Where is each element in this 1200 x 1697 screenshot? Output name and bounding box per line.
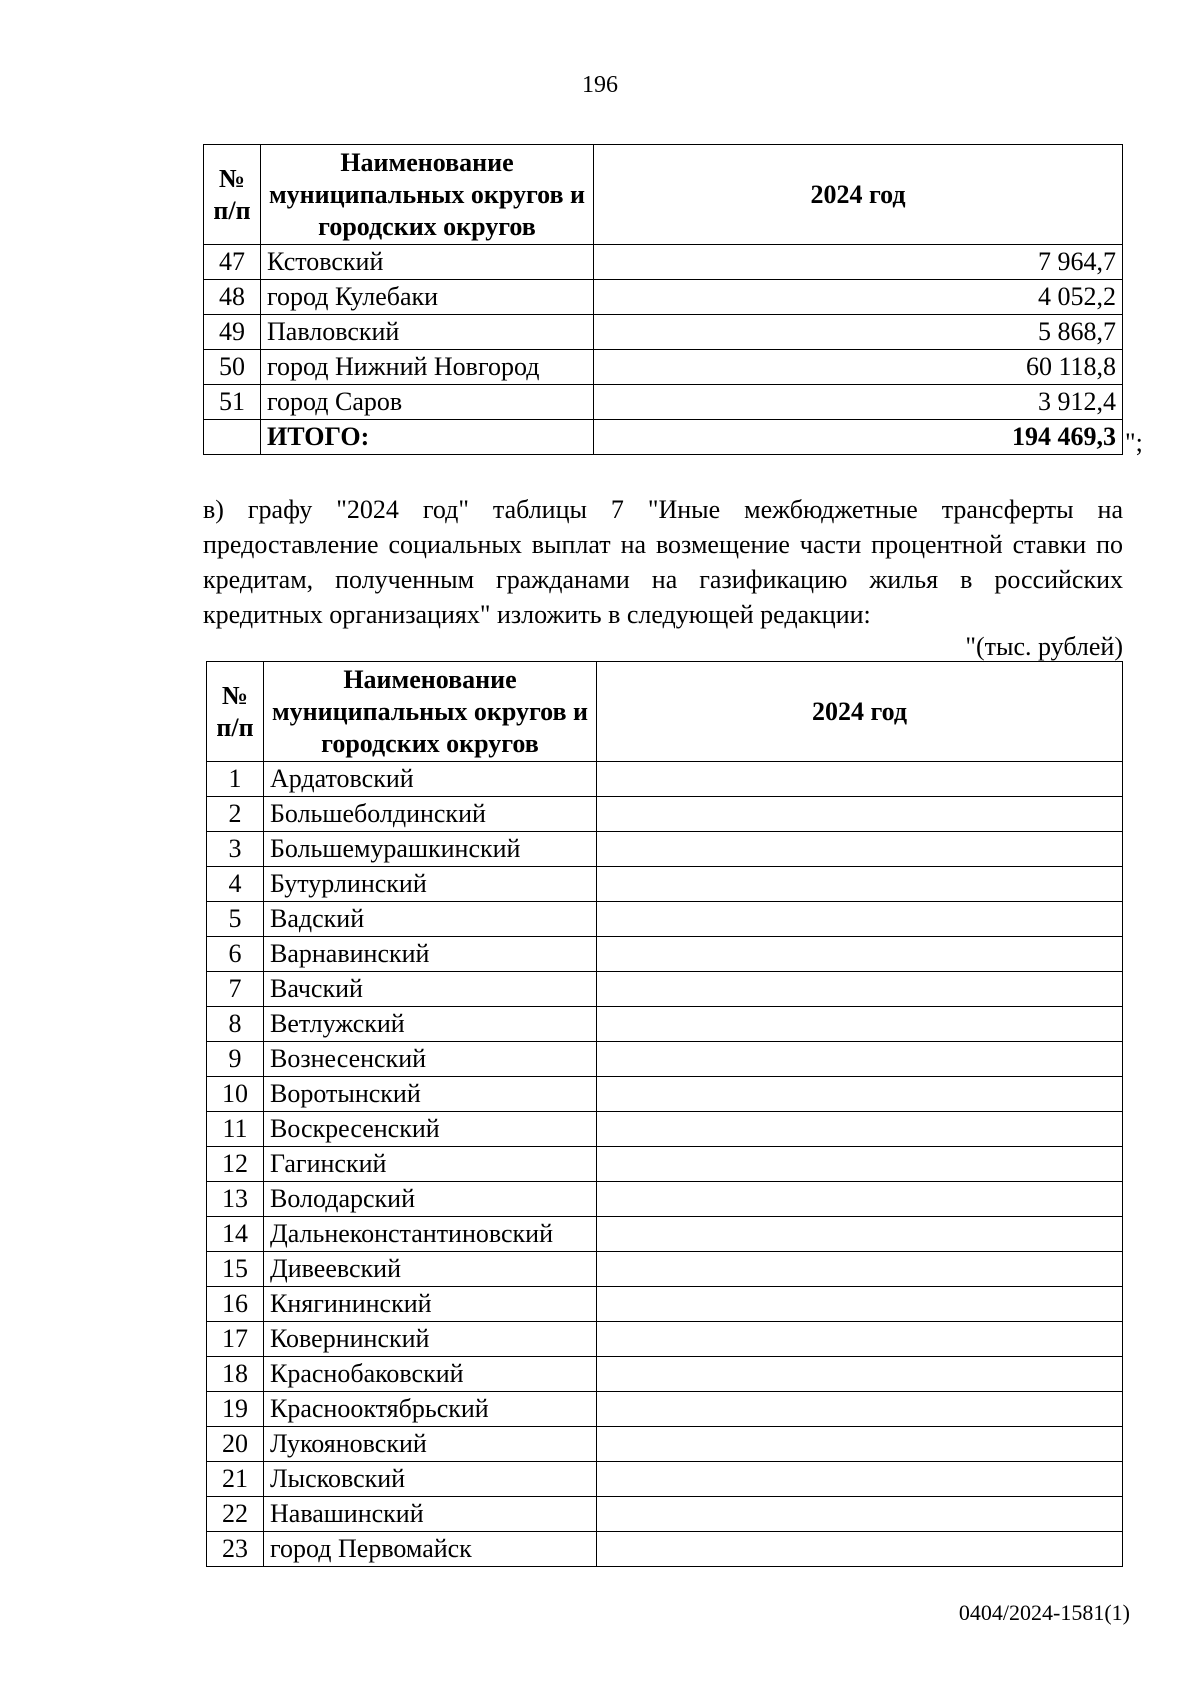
row-number: 49 [204, 315, 261, 350]
row-number: 20 [207, 1427, 264, 1462]
row-number: 19 [207, 1392, 264, 1427]
table-row [207, 1357, 1123, 1392]
row-name: Павловский [261, 315, 594, 350]
row-name: Варнавинский [264, 937, 597, 972]
header-num: № п/п [207, 662, 264, 762]
row-value [597, 1042, 1123, 1077]
row-value [597, 1357, 1123, 1392]
row-value [597, 1112, 1123, 1147]
row-value [597, 1217, 1123, 1252]
row-name: Княгининский [264, 1287, 597, 1322]
row-value: 4 052,2 [594, 280, 1123, 315]
closing-quote: "; [1125, 428, 1143, 457]
row-name: город Кулебаки [261, 280, 594, 315]
row-value [597, 867, 1123, 902]
row-value [597, 1007, 1123, 1042]
table-row [204, 350, 1123, 385]
row-value [597, 1322, 1123, 1357]
row-number: 12 [207, 1147, 264, 1182]
row-name: город Саров [261, 385, 594, 420]
row-number: 22 [207, 1497, 264, 1532]
row-name: Володарский [264, 1182, 597, 1217]
row-name: Дивеевский [264, 1252, 597, 1287]
row-value [597, 1077, 1123, 1112]
table-row [204, 280, 1123, 315]
row-number: 6 [207, 937, 264, 972]
row-number: 3 [207, 832, 264, 867]
document-code: 0404/2024-1581(1) [958, 1600, 1130, 1625]
table-row [207, 1252, 1123, 1287]
row-number: 10 [207, 1077, 264, 1112]
units-label: "(тыс. рублей) [965, 632, 1123, 661]
table-row [207, 1462, 1123, 1497]
row-number: 16 [207, 1287, 264, 1322]
row-value [597, 797, 1123, 832]
table-row [207, 867, 1123, 902]
row-number: 1 [207, 762, 264, 797]
row-number: 18 [207, 1357, 264, 1392]
row-name: Лукояновский [264, 1427, 597, 1462]
table-row [207, 937, 1123, 972]
row-number: 47 [204, 245, 261, 280]
header-name: Наименование муниципальных округов и городских округов [264, 662, 597, 762]
table-row [207, 1042, 1123, 1077]
row-name: Ветлужский [264, 1007, 597, 1042]
table-row [207, 1427, 1123, 1462]
row-name: Кстовский [261, 245, 594, 280]
total-row [204, 420, 1123, 455]
table-row [207, 1217, 1123, 1252]
total-label: ИТОГО: [261, 420, 594, 455]
table-row [207, 1147, 1123, 1182]
row-value [597, 832, 1123, 867]
total-empty-cell [204, 420, 261, 455]
row-number: 14 [207, 1217, 264, 1252]
row-value [597, 972, 1123, 1007]
row-name: город Первомайск [264, 1532, 597, 1567]
table-row [207, 1077, 1123, 1112]
row-number: 9 [207, 1042, 264, 1077]
row-value [597, 1497, 1123, 1532]
row-number: 50 [204, 350, 261, 385]
table-row [207, 1497, 1123, 1532]
row-value: 3 912,4 [594, 385, 1123, 420]
table-row [207, 1392, 1123, 1427]
row-name: город Нижний Новгород [261, 350, 594, 385]
table-row [204, 245, 1123, 280]
table-row [207, 762, 1123, 797]
row-name: Краснооктябрьский [264, 1392, 597, 1427]
row-name: Воротынский [264, 1077, 597, 1112]
row-name: Гагинский [264, 1147, 597, 1182]
row-name: Вознесенский [264, 1042, 597, 1077]
row-number: 23 [207, 1532, 264, 1567]
table-row [207, 1007, 1123, 1042]
table-row [207, 972, 1123, 1007]
row-name: Ардатовский [264, 762, 597, 797]
row-number: 2 [207, 797, 264, 832]
row-name: Навашинский [264, 1497, 597, 1532]
row-number: 13 [207, 1182, 264, 1217]
table-2 [206, 661, 1123, 1567]
row-value [597, 902, 1123, 937]
row-name: Воскресенский [264, 1112, 597, 1147]
header-year: 2024 год [597, 662, 1123, 762]
row-number: 48 [204, 280, 261, 315]
row-value [597, 1532, 1123, 1567]
table-row [207, 1112, 1123, 1147]
header-year: 2024 год [594, 145, 1123, 245]
body-paragraph: в) графу "2024 год" таблицы 7 "Иные межбюджетные трансферты на предоставление социальных выплат на возмещение части процентной ставки по кредитам, полученным гражданами на газификацию жилья в российских кредитных организациях" изложить в следующей редакции: [203, 495, 1123, 629]
row-value [597, 1287, 1123, 1322]
table-row [207, 1287, 1123, 1322]
row-value [597, 1147, 1123, 1182]
row-value: 5 868,7 [594, 315, 1123, 350]
row-name: Вадский [264, 902, 597, 937]
row-number: 17 [207, 1322, 264, 1357]
row-name: Большемурашкинский [264, 832, 597, 867]
table-row [204, 315, 1123, 350]
row-number: 11 [207, 1112, 264, 1147]
row-value: 60 118,8 [594, 350, 1123, 385]
row-number: 4 [207, 867, 264, 902]
row-value [597, 1462, 1123, 1497]
table-row [207, 797, 1123, 832]
row-name: Вачский [264, 972, 597, 1007]
row-number: 7 [207, 972, 264, 1007]
table-row [207, 902, 1123, 937]
row-number: 15 [207, 1252, 264, 1287]
row-number: 21 [207, 1462, 264, 1497]
row-name: Ковернинский [264, 1322, 597, 1357]
row-value [597, 1182, 1123, 1217]
table-row [207, 1182, 1123, 1217]
row-number: 5 [207, 902, 264, 937]
row-value [597, 1427, 1123, 1462]
header-num: № п/п [204, 145, 261, 245]
row-name: Лысковский [264, 1462, 597, 1497]
row-value [597, 1252, 1123, 1287]
row-value: 7 964,7 [594, 245, 1123, 280]
table-row [207, 832, 1123, 867]
row-name: Большеболдинский [264, 797, 597, 832]
row-name: Дальнеконстантиновский [264, 1217, 597, 1252]
page-number: 196 [582, 72, 618, 98]
table-row [207, 1322, 1123, 1357]
row-value [597, 937, 1123, 972]
row-name: Краснобаковский [264, 1357, 597, 1392]
total-value: 194 469,3 [594, 420, 1123, 455]
row-value [597, 762, 1123, 797]
table-1 [203, 144, 1123, 455]
row-value [597, 1392, 1123, 1427]
table-row [207, 1532, 1123, 1567]
row-name: Бутурлинский [264, 867, 597, 902]
table-row [204, 385, 1123, 420]
header-name: Наименование муниципальных округов и городских округов [261, 145, 594, 245]
row-number: 51 [204, 385, 261, 420]
row-number: 8 [207, 1007, 264, 1042]
